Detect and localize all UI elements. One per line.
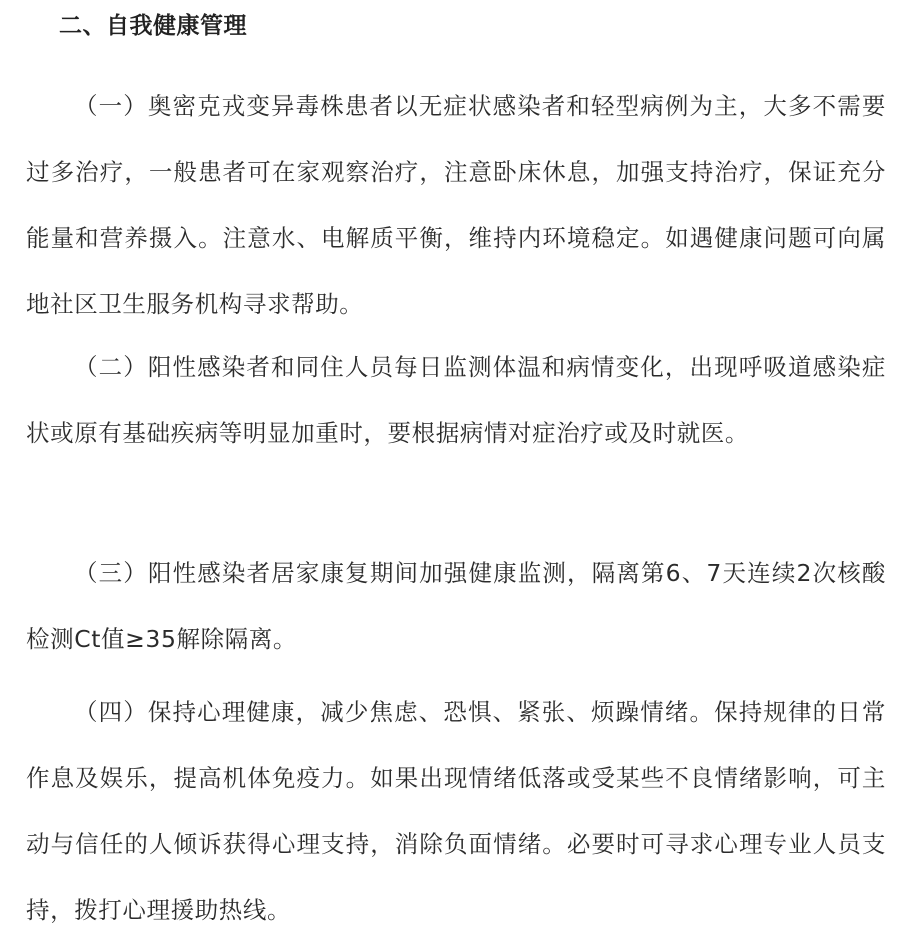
paragraph-4: （四）保持心理健康，减少焦虑、恐惧、紧张、烦躁情绪。保持规律的日常作息及娱乐，提高机体免疫力。如果出现情绪低落或受某些不良情绪影响，可主动与信任的人倾诉获得心理支持，消除负面情绪。必要时可寻求心理专业人员支持，拨打心理援助热线。 — [26, 698, 886, 924]
paragraph-3: （三）阳性感染者居家康复期间加强健康监测，隔离第6、7天连续2次核酸检测Ct值≥35解除隔离。 — [26, 559, 886, 653]
paragraph-2: （二）阳性感染者和同住人员每日监测体温和病情变化，出现呼吸道感染症状或原有基础疾病等明显加重时，要根据病情对症治疗或及时就医。 — [26, 353, 886, 447]
section-heading: 二、自我健康管理 — [59, 13, 247, 39]
paragraph-1: （一）奥密克戎变异毒株患者以无症状感染者和轻型病例为主，大多不需要过多治疗，一般患者可在家观察治疗，注意卧床休息，加强支持治疗，保证充分能量和营养摄入。注意水、电解质平衡，维持内环境稳定。如遇健康问题可向属地社区卫生服务机构寻求帮助。 — [26, 92, 886, 318]
